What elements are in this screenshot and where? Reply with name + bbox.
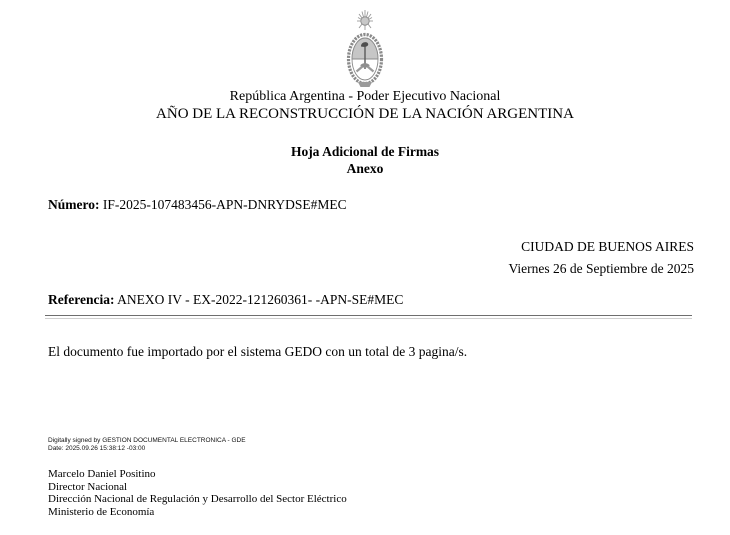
referencia-value: ANEXO IV - EX-2022-121260361- -APN-SE#MEC	[117, 292, 404, 307]
header-year-line: AÑO DE LA RECONSTRUCCIÓN DE LA NACIÓN ARGENTINA	[156, 106, 574, 122]
numero-label: Número:	[48, 197, 100, 212]
signer-role: Director Nacional	[48, 480, 128, 493]
date-line: Viernes 26 de Septiembre de 2025	[508, 261, 694, 276]
signer-block	[48, 468, 347, 518]
document-title-line1: Hoja Adicional de Firmas	[290, 144, 440, 159]
document-title	[0, 143, 730, 177]
separator-line	[45, 315, 692, 319]
digital-signature-line2: Date: 2025.09.26 15:38:12 -03:00	[48, 445, 146, 452]
digital-signature-stamp	[48, 437, 246, 453]
numero-field	[48, 197, 347, 213]
place-date-block	[508, 236, 694, 280]
document-header	[0, 88, 730, 123]
argentina-coat-of-arms-icon	[337, 8, 393, 88]
header-republic-line: República Argentina - Poder Ejecutivo Nacional	[229, 89, 501, 104]
signer-name: Marcelo Daniel Positino	[48, 468, 156, 480]
signer-office: Dirección Nacional de Regulación y Desarrollo del Sector Eléctrico	[48, 493, 347, 505]
signer-ministry: Ministerio de Economía	[48, 505, 155, 518]
numero-value: IF-2025-107483456-APN-DNRYDSE#MEC	[102, 197, 347, 212]
body-text: El documento fue importado por el sistema GEDO con un total de 3 pagina/s.	[48, 344, 468, 359]
referencia-field	[48, 292, 403, 308]
referencia-label: Referencia:	[48, 292, 115, 307]
document-title-line2: Anexo	[346, 161, 384, 176]
digital-signature-line1: Digitally signed by GESTION DOCUMENTAL ELECTRONICA - GDE	[48, 437, 246, 444]
city-line: CIUDAD DE BUENOS AIRES	[521, 239, 694, 254]
